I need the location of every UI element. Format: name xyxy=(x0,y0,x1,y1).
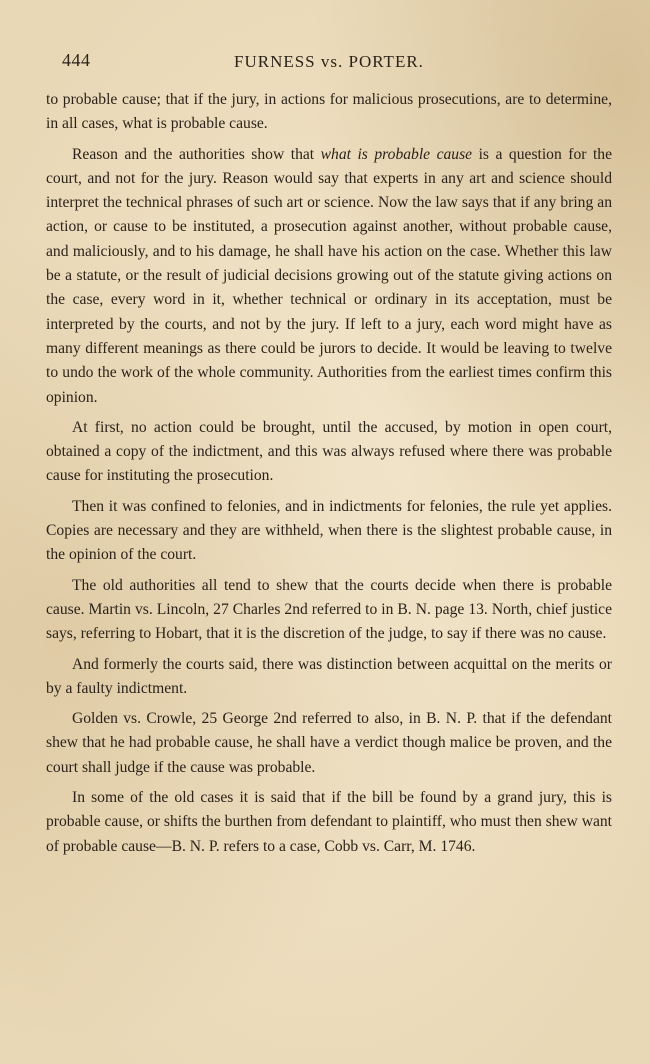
paragraph-4: Then it was confined to felonies, and in indictments for felonies, the rule yet applies. Copies are necessary and they are withheld, when there is the slightest probable cause, in the opinion of the court. xyxy=(46,497,612,564)
paragraph-8: In some of the old cases it is said that if the bill be found by a grand jury, this is probable cause, or shifts the burthen from defendant to plaintiff, who must then shew want of probable cause—B. N. P. refers to a case, Cobb vs. Carr, M. 1746. xyxy=(46,789,612,855)
paragraph-3: At first, no action could be brought, until the accused, by motion in open court, obtained a copy of the indictment, and this was always refused where there was probable cause for instituting the prosecution. xyxy=(46,418,612,485)
paragraph-2-after: is a question for the court, and not for the jury. Reason would say that experts in any art and science should interpret the technical phrases of such art or science. Now the law says that if any bring an action, or cause to be instituted, a prosecution against another, without probable cause, and maliciously, and to his damage, he shall have his action on the case. Whether this law be a statute, or the result of judicial decisions growing out of the statute giving actions on the case, every word in it, whether technical or ordinary in its acceptation, must be interpreted by the courts, and not by the jury. If left to a jury, each word might have as many different meanings as there could be jurors to decide. It would be leaving to twelve to undo the work of the whole community. Authorities from the earliest times confirm this opinion. xyxy=(46,145,613,406)
paragraph-2-before: Reason and the authorities show that xyxy=(72,145,321,163)
page-number: 444 xyxy=(62,50,91,70)
page-body xyxy=(46,88,612,859)
paragraph-2-italic: what is probable cause xyxy=(320,145,473,163)
paragraph-2 xyxy=(46,143,612,410)
paragraph-5: The old authorities all tend to shew that the courts decide when there is probable cause. Martin vs. Lincoln, 27 Charles 2nd referred to in B. N. page 13. North, chief justice says, referring to Hobart, that it is the discretion of the judge, to say if there was no cause. xyxy=(46,576,612,643)
running-title: FURNESS vs. PORTER. xyxy=(234,52,424,71)
paragraph-1: to probable cause; that if the jury, in actions for malicious prosecutions, are to determine, in all cases, what is probable cause. xyxy=(46,91,612,133)
page-header xyxy=(62,50,612,78)
paragraph-7: Golden vs. Crowle, 25 George 2nd referred to also, in B. N. P. that if the defendant shew that he had probable cause, he shall have a verdict though malice be proven, and the court shall judge if the cause was probable. xyxy=(46,710,612,776)
paragraph-6: And formerly the courts said, there was distinction between acquittal on the merits or by a faulty indictment. xyxy=(46,655,612,697)
